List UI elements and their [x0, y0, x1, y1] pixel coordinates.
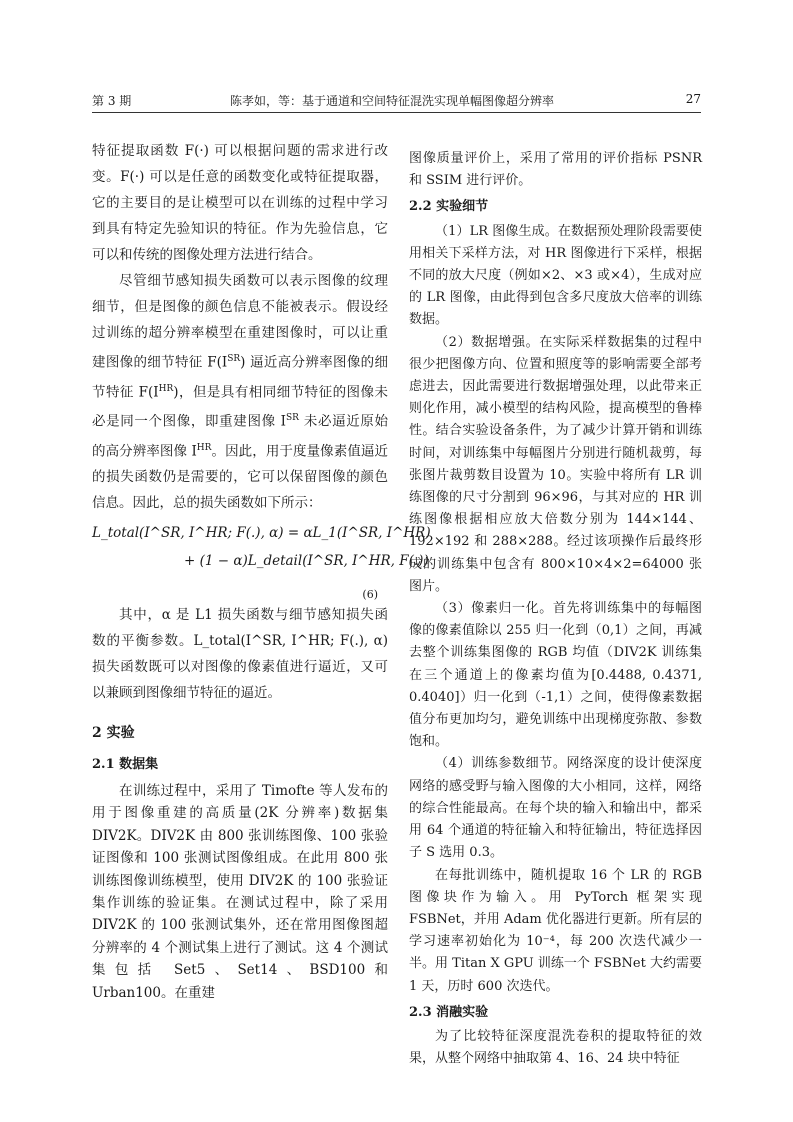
paragraph: 其中，α 是 L1 损失函数与细节感知损失函数的平衡参数。L_total(I^SR, I^HR; F(.), α) 损失函数既可以对图像的像素值进行逼近，又可以兼顾到图像细节特征的逼近。 — [92, 607, 388, 701]
paragraph: 在训练过程中，采用了 Timofte 等人发布的用于图像重建的高质量(2K 分辨率)数据集 DIV2K。DIV2K 由 800 张训练图像、100 张验证图像和 100 张测试图像组成。在此用 800 张训练图像训练模型，使用 DIV2K 的 100 张验证集作训练的验证集。在测试过程中，除了采用 DIV2K 的 100 张测试集外，还在常用图像图超分辨率的 4 个测试集上进行了测试。这 4 个测试集包括 Set5、Set14、BSD100和 Urban100。在重建 — [92, 783, 388, 1001]
subsection-heading: 2.3 消融实验 — [409, 1004, 489, 1020]
running-title: 陈孝如，等：基于通道和空间特征混洗实现单幅图像超分辨率 — [230, 94, 555, 108]
running-header — [92, 92, 701, 113]
paragraph: （3）像素归一化。首先将训练集中的每幅图像的像素值除以 255 归一化到（0,1）之间，再减去整个训练集图像的 RGB 均值（DIV2K 训练集在三个通道上的像素均值为[0.4488, 0.4371, 0.4040]）归一化到（-1,1）之间，使得像素数据值分布更加均匀，避免训练中出现梯度弥散、参数饱和。 — [409, 601, 702, 750]
left-column — [92, 138, 431, 1004]
paragraph: 图像质量评价上，采用了常用的评价指标 PSNR 和 SSIM 进行评价。 — [409, 151, 702, 189]
equation-6 — [92, 516, 431, 602]
subsection-heading: 2.2 实验细节 — [409, 199, 489, 215]
equation-number: (6) — [362, 588, 378, 601]
issue-number: 第 3 期 — [92, 94, 132, 108]
paragraph: （2）数据增强。在实际采样数据集的过程中很少把图像方向、位置和照度等的影响需要全部考虑进去，因此需要进行数据增强处理，以此带来正则化作用，减小模型的结构风险，提高模型的鲁棒性。结合实验设备条件，为了减少计算开销和训练时间，对训练集中每幅图片分别进行随机裁剪，每张图片裁剪数目设置为 10。实验中将所有 LR 训练图像的尺寸分割到 96×96，与其对应的 HR 训练图像根据相应放大倍数分别为 144×144、192×192 和 288×288。经过该项操作后最终形成的训练集中包含有 800×10×4×2=64000 张图片。 — [409, 334, 702, 594]
paragraph: （4）训练参数细节。网络深度的设计使深度网络的感受野与输入图像的大小相同，这样，网络的综合性能最高。在每个块的输入和输出中，都采用 64 个通道的特征输入和特征输出，特征选择因子 S 选用 0.3。 — [409, 756, 702, 861]
equation-line: + (1 − α)L_detail(I^SR, I^HR, F(.)) — [184, 553, 429, 569]
paragraph: 尽管细节感知损失函数可以表示图像的纹理细节，但是图像的颜色信息不能被表示。假设经过训练的超分辨率模型在重建图像时，可以让重建图像的细节特征 $F(I^{SR})$ 逼近高分辨率图像的细节特征 $F(I^{HR})$，但是具有相同细节特征的图像未必是同一个图像，即重建图像 $I^{SR}$ 未必逼近原始的高分辨率图像 $I^{HR}$。因此，用于度量像素值逼近的损失函数仍是需要的，它可以保留图像的颜色信息。因此，总的损失函数如下所示： — [92, 273, 389, 511]
paragraph: 特征提取函数 F(·) 可以根据问题的需求进行改变。F(·) 可以是任意的函数变化或特征提取器，它的主要目的是让模型可以在训练的过程中学习到具有特定先验知识的特征。作为先验信息，它可以和传统的图像处理方法进行结合。 — [92, 143, 388, 263]
paragraph: 为了比较特征深度混洗卷积的提取特征的效果，从整个网络中抽取第 4、16、24 块中特征 — [409, 1028, 702, 1067]
section-heading: 2 实验 — [92, 725, 135, 741]
page-number: 27 — [685, 92, 701, 106]
paragraph: 在每批训练中，随机提取 16 个 LR 的 RGB 图像块作为输入。用 PyTorch 框架实现 FSBNet，并用 Adam 优化器进行更新。所有层的学习速率初始化为 10⁻⁴，每 200 次迭代减少一半。用 Titan X GPU 训练一个 FSBNet 大约需要 1 天，历时 600 次迭代。 — [409, 867, 702, 994]
subsection-heading: 2.1 数据集 — [92, 757, 159, 772]
right-column — [409, 148, 702, 1070]
paragraph: （1）LR 图像生成。在数据预处理阶段需要使用相关下采样方法，对 HR 图像进行下采样，根据不同的放大尺度（例如×2、×3 或×4），生成对应的 LR 图像，由此得到包含多尺度放大倍率的训练数据。 — [409, 223, 702, 328]
equation-line: L_total(I^SR, I^HR; F(.), α) = αL_1(I^SR, I^HR) — [92, 525, 431, 541]
